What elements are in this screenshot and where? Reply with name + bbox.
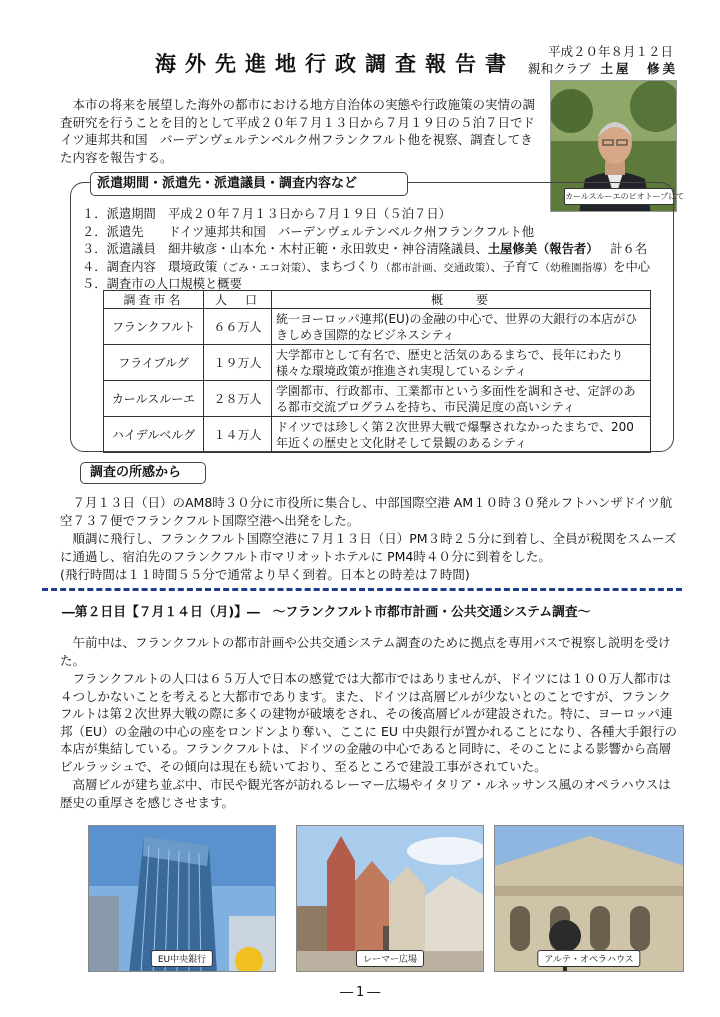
photo-eu-bank (88, 825, 276, 972)
findings-paragraph-1: ７月１３日（日）のAM8時３０分に市役所に集合し、中部国際空港 AM１０時３０発ルフトハンザドイツ航空７３７便でフランクフルト国際空港へ出発をした。 (60, 495, 673, 528)
page-number: ―1― (340, 985, 384, 1000)
day2-paragraph-2: フランクフルトの人口は６５万人で日本の感覚では大都市ではありませんが、ドイツには１００万人都市は４つしかないことを考えると大都市であります。また、ドイツは高層ビルが少ないとのことですが、フランクフルトは第２次世界大戦の際に多くの建物が破壊をされ、その後高層ビルが建設された。特に、ヨーロッパ連邦（EU）の金融の中心の座をロンドンより奪い、ここに EU 中央銀行が置かれることになり、各種大手銀行の本店が集結している。フランクフルトは、ドイツの金融の中心であると同時に、そのことによる影響から高層ビルラッシュで、その傾向は現在も続いており、至るところで建設工事がされていた。 (60, 671, 678, 774)
author-name: 土屋 修美 (600, 61, 679, 76)
summary-list (82, 206, 682, 294)
item-members: ３．派遣議員 細井敏彦・山本允・木村正範・永田敦史・神谷清隆議員、土屋修美（報告者） 計６名 (82, 242, 648, 256)
summary-heading: 派遣期間・派遣先・派遣議員・調査内容など (90, 172, 408, 196)
findings-paragraph-3: (飛行時間は１１時間５５分で通常より早く到着。日本との時差は７時間) (60, 567, 470, 582)
day2-paragraph-3: 高層ビルが建ち並ぶ中、市民や観光客が訪れるレーマー広場やイタリア・ルネッサンス風のオペラハウスは歴史の重厚さを感じさせます。 (60, 777, 671, 810)
photo-caption-romer: レーマー広場 (356, 950, 424, 967)
col-population: 人 口 (204, 291, 272, 309)
table-row: フライブルグ １９万人 大学都市として有名で、歴史と活気のあるまちで、長年にわたり様々な環境政策が推進され実現しているシティ (104, 345, 651, 381)
findings-heading: 調査の所感から (80, 462, 206, 484)
author-line (528, 59, 678, 77)
photo-romer (296, 825, 484, 972)
item-destination: ２．派遣先 ドイツ連邦共和国 バーデンヴェルテンベルク州フランクフルト他 (82, 224, 535, 239)
photo-caption-eu-bank: EU中央銀行 (151, 950, 213, 967)
col-city: 調査市名 (104, 291, 204, 309)
city-table (103, 290, 651, 453)
table-row: カールスルーエ ２８万人 学園都市、行政都市、工業都市という多面性を調和させ、定評のある都市交流プログラムを持ち、市民満足度の高いシティ (104, 381, 651, 417)
party-name: 親和クラブ (528, 61, 591, 76)
findings-paragraph-2: 順調に飛行し、フランクフルト国際空港に７月１３日（日）PM３時２５分に到着し、全員が税関をスムーズに通過し、宿泊先のフランクフルト市マリオットホテルに PM4時４０分に到着をした。 (60, 531, 677, 564)
table-row: フランクフルト ６６万人 統一ヨーロッパ連邦(EU)の金融の中心で、世界の大銀行の本店がひきしめき国際的なビジネスシティ (104, 309, 651, 345)
day2-heading: ―第２日目【７月１４日（月)】― ～フランクフルト市都市計画・公共交通システム調査～ (62, 605, 591, 620)
photo-opera (494, 825, 684, 972)
table-row: ハイデルベルグ １４万人 ドイツでは珍しく第２次世界大戦で爆撃されなかったまちで、200 年近くの歴史と文化財そして景観のあるシティ (104, 417, 651, 453)
report-date: 平成２０年８月１２日 (548, 44, 674, 59)
photo-caption: カールスルーエのピオトープにて (564, 188, 674, 205)
item-population: ５．調査市の人口規模と概要 (82, 277, 242, 291)
page-title: 海外先進地行政調査報告書 (155, 52, 515, 76)
photo-caption-opera: アルテ・オペラハウス (537, 950, 640, 967)
item-members-self: 土屋修美（報告者） (487, 242, 599, 256)
col-overview: 概 要 (272, 291, 651, 309)
day2-paragraph-1: 午前中は、フランクフルトの都市計画や公共交通システム調査のために拠点を専用バスで視察し説明を受けた。 (60, 635, 671, 668)
item-period: １．派遣期間 平成２０年７月１３日から７月１９日（５泊７日） (82, 207, 451, 221)
intro-paragraph: 本市の将来を展望した海外の都市における地方自治体の実態や行政施策の実情の調査研究を行うことを目的として平成２０年７月１３日から７月１９日の５泊７日でドイツ連邦共和国 バーデンヴェルテンベルク州フランクフルト他を視察、調査してきた内容を報告する。 (60, 97, 536, 165)
section-divider (42, 588, 682, 591)
item-content: ４．調査内容 環境政策（ごみ・エコ対策）、まちづくり（都市計画、交通政策）、子育て（幼稚園指導）を中心 (82, 259, 651, 274)
